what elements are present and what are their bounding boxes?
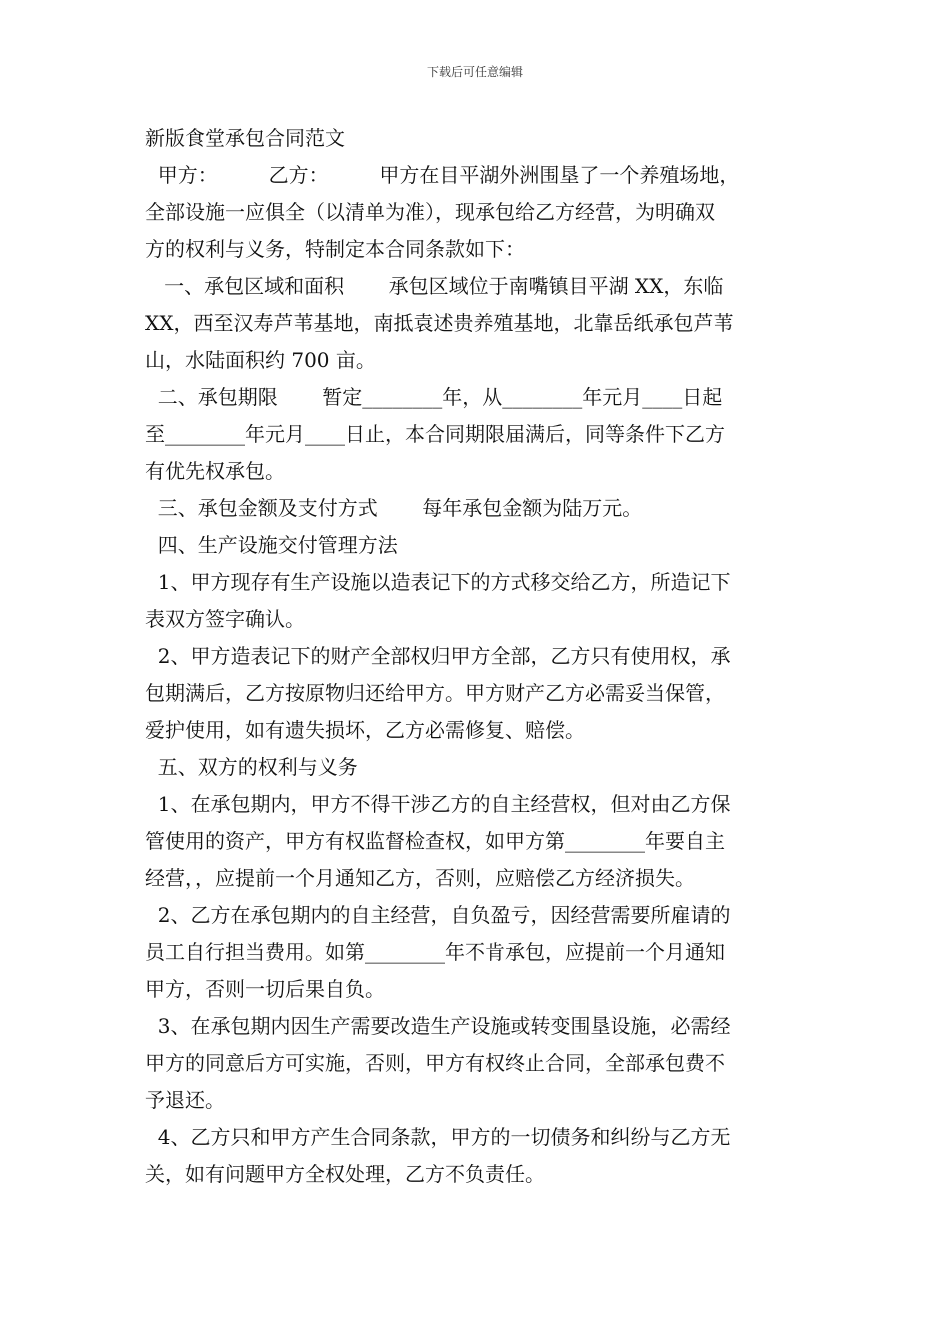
text-line: 3、在承包期内因生产需要改造生产设施或转变围垦设施，必需经 [145, 1014, 731, 1038]
text-line: 包期满后，乙方按原物归还给甲方。甲方财产乙方必需妥当保管， [145, 681, 725, 705]
text-line: 山，水陆面积约 700 亩。 [145, 348, 376, 372]
page-header: 下载后可任意编辑 [426, 65, 523, 79]
text-line: 甲方： 乙方： 甲方在目平湖外洲围垦了一个养殖场地， [145, 163, 740, 187]
document-title: 新版食堂承包合同范文 [145, 126, 345, 150]
text-line: 管使用的资产，甲方有权监督检查权，如甲方第________年要自主 [145, 829, 725, 853]
section-heading-line: 四、生产设施交付管理方法 [145, 533, 398, 557]
text-line: 经营，，应提前一个月通知乙方，否则，应赔偿乙方经济损失。 [145, 866, 695, 890]
section-heading-line: 一、承包区域和面积 承包区域位于南嘴镇目平湖 XX，东临 [145, 274, 724, 298]
text-line: 4、乙方只和甲方产生合同条款，甲方的一切债务和纠纷与乙方无 [145, 1125, 731, 1149]
text-line: 关，如有问题甲方全权处理，乙方不负责任。 [145, 1162, 545, 1186]
text-line: 2、乙方在承包期内的自主经营，自负盈亏，因经营需要所雇请的 [145, 903, 731, 927]
section-heading-line: 二、承包期限 暂定________年，从________年元月____日起 [145, 385, 723, 409]
text-line: XX，西至汉寿芦苇基地，南抵袁述贵养殖基地，北靠岳纸承包芦苇 [145, 311, 734, 335]
text-line: 员工自行担当费用。如第________年不肯承包，应提前一个月通知 [145, 940, 725, 964]
text-line: 甲方，否则一切后果自负。 [145, 977, 385, 1001]
text-line: 予退还。 [145, 1088, 225, 1112]
text-line: 1、甲方现存有生产设施以造表记下的方式移交给乙方，所造记下 [145, 570, 731, 594]
section-heading-line: 三、承包金额及支付方式 每年承包金额为陆万元。 [145, 496, 643, 520]
text-line: 全部设施一应俱全（以清单为准），现承包给乙方经营，为明确双 [145, 200, 715, 224]
text-line: 方的权利与义务，特制定本合同条款如下： [145, 237, 525, 261]
text-line: 1、在承包期内，甲方不得干涉乙方的自主经营权，但对由乙方保 [145, 792, 731, 816]
text-line: 甲方的同意后方可实施，否则，甲方有权终止合同，全部承包费不 [145, 1051, 725, 1075]
text-line: 表双方签字确认。 [145, 607, 305, 631]
document-body [145, 120, 810, 1193]
text-line: 爱护使用，如有遗失损坏，乙方必需修复、赔偿。 [145, 718, 585, 742]
text-line: 至________年元月____日止，本合同期限届满后，同等条件下乙方 [145, 422, 725, 446]
text-line: 有优先权承包。 [145, 459, 285, 483]
text-line: 2、甲方造表记下的财产全部权归甲方全部，乙方只有使用权，承 [145, 644, 731, 668]
section-heading-line: 五、双方的权利与义务 [145, 755, 358, 779]
